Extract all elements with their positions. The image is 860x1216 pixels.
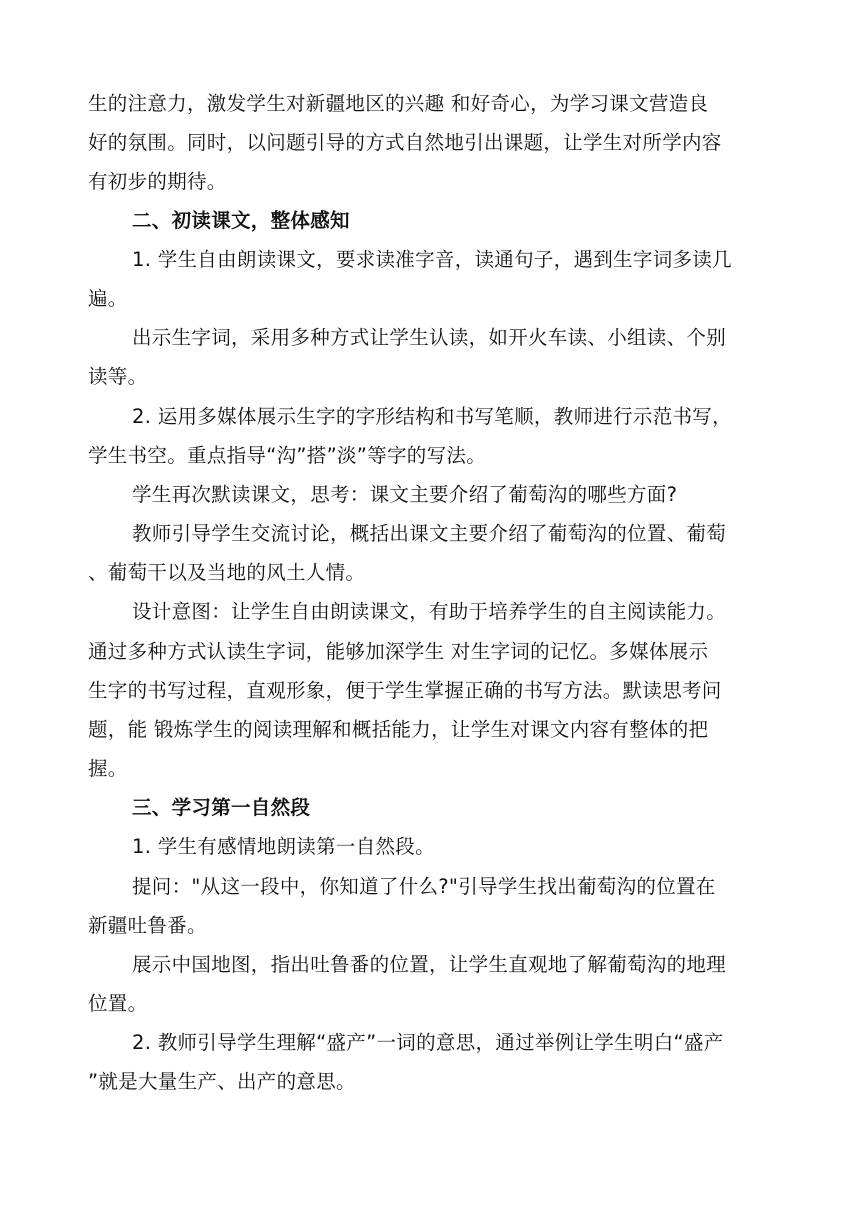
body-text-line: 出示生字词，采用多种方式让学生认读，如开火车读、小组读、个别 xyxy=(132,326,727,349)
body-text-line: 2. 教师引导学生理解“盛产”一词的意思，通过举例让学生明白“盛产 xyxy=(132,1031,724,1054)
body-text-line: 位置。 xyxy=(88,992,148,1015)
body-text-line: 题，能 锻炼学生的阅读理解和概括能力，让学生对课文内容有整体的把 xyxy=(88,718,709,741)
body-text-line: 学生书空。重点指导“沟”搭”淡”等字的写法。 xyxy=(88,444,487,467)
body-text-line: 生的注意力，激发学生对新疆地区的兴趣 和好奇心，为学习课文营造良 xyxy=(88,92,709,115)
body-text-line: 展示中国地图，指出吐鲁番的位置，让学生直观地了解葡萄沟的地理 xyxy=(132,953,727,976)
section-heading: 二、初读课文，整体感知 xyxy=(132,209,350,232)
body-text-line: 好的氛围。同时，以问题引导的方式自然地引出课题，让学生对所学内容 xyxy=(88,131,722,154)
body-text-line: 通过多种方式认读生字词，能够加深学生 对生字词的记忆。多媒体展示 xyxy=(88,640,709,663)
body-text-line: 2. 运用多媒体展示生字的字形结构和书写笔顺，教师进行示范书写， xyxy=(132,405,732,428)
section-heading: 三、学习第一自然段 xyxy=(132,796,311,819)
body-text-line: 读等。 xyxy=(88,365,148,388)
body-text-line: 握。 xyxy=(88,757,128,780)
body-text-line: 教师引导学生交流讨论，概括出课文主要介绍了葡萄沟的位置、葡萄 xyxy=(132,522,727,545)
body-text-line: 1. 学生自由朗读课文，要求读准字音，读通句子，遇到生字词多读几 xyxy=(132,248,732,271)
body-text-line: 生字的书写过程，直观形象，便于学生掌握正确的书写方法。默读思考问 xyxy=(88,679,722,702)
body-text-line: 提问："从这一段中，你知道了什么?"引导学生找出葡萄沟的位置在 xyxy=(132,875,716,898)
body-text-line: 、葡萄干以及当地的风土人情。 xyxy=(88,561,366,584)
body-text-line: 有初步的期待。 xyxy=(88,170,227,193)
body-text-line: 新疆吐鲁番。 xyxy=(88,914,207,937)
body-text-line: 设计意图：让学生自由朗读课文，有助于培养学生的自主阅读能力。 xyxy=(132,600,727,623)
body-text-line: 1. 学生有感情地朗读第一自然段。 xyxy=(132,835,435,858)
body-text-line: ”就是大量生产、出产的意思。 xyxy=(88,1070,356,1093)
body-text-line: 学生再次默读课文，思考：课文主要介绍了葡萄沟的哪些方面? xyxy=(132,483,678,506)
body-text-line: 遍。 xyxy=(88,287,128,310)
